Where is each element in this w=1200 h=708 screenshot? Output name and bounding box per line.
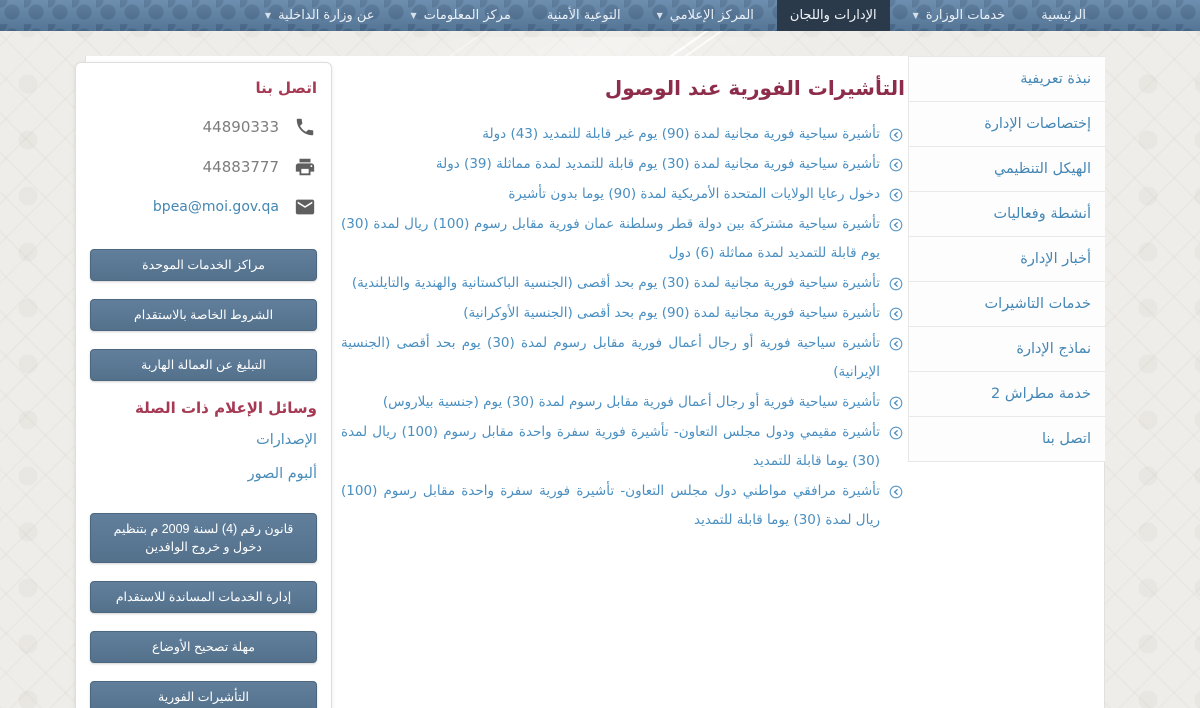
nav-item-departments-committees[interactable] (777, 0, 890, 31)
status-correction-grace-button[interactable]: مهلة تصحيح الأوضاع (90, 631, 317, 663)
visa-list-item[interactable] (341, 329, 905, 387)
unified-service-centers-button[interactable]: مراكز الخدمات الموحدة (90, 249, 317, 281)
spacer (90, 227, 317, 249)
visa-item-text: تأشيرة سياحية فورية مجانية لمدة (30) يوم قابلة للتمديد لمدة مماثلة (39) دولة (435, 156, 880, 172)
sidebar-item-label: أخبار الإدارة (1020, 251, 1091, 267)
media-links (90, 423, 317, 491)
fax-number: 44883777 (202, 158, 279, 176)
nav-item-label: المركز الإعلامي (669, 8, 754, 23)
nav-item-home[interactable] (1028, 0, 1099, 31)
visa-list-item[interactable] (341, 269, 905, 298)
main-content (335, 56, 907, 708)
visa-list-item[interactable] (341, 418, 905, 476)
sidebar-item-introduction[interactable] (909, 57, 1105, 102)
chevron-down-icon: ▼ (912, 10, 919, 20)
nav-item-label: خدمات الوزارة (925, 8, 1006, 23)
banner-glow (364, 37, 827, 56)
nav-item-label: مركز المعلومات (423, 8, 511, 23)
sidebar-item-label: خدمة مطراش 2 (991, 386, 1091, 402)
visa-item-text: تأشيرة سياحية فورية أو رجال أعمال فورية مقابل رسوم لمدة (30) يوم (جنسية بيلاروس) (382, 394, 880, 410)
department-side-menu (908, 56, 1105, 462)
report-absconding-workers-button[interactable]: التبليغ عن العمالة الهاربة (90, 349, 317, 381)
nav-item-ministry-services[interactable] (900, 0, 1019, 31)
sidebar-item-label: الهيكل التنظيمي (993, 161, 1091, 177)
nav-item-label: الإدارات واللجان (789, 8, 877, 23)
visa-list (335, 116, 907, 535)
chevron-down-icon: ▼ (264, 10, 272, 20)
visa-item-text: تأشيرة سياحية فورية مجانية لمدة (90) يوم غير قابلة للتمديد (43) دولة (482, 126, 880, 142)
circle-arrow-icon (889, 337, 903, 351)
sidebar-item-activities[interactable] (909, 192, 1105, 237)
sidebar-item-label: أنشطة وفعاليات (993, 206, 1091, 222)
circle-arrow-icon (889, 158, 903, 172)
visa-list-item[interactable] (341, 180, 905, 209)
circle-arrow-icon (889, 128, 903, 142)
circle-arrow-icon (889, 396, 903, 410)
circle-arrow-icon (889, 277, 903, 291)
contact-panel (75, 62, 332, 708)
visa-item-text: تأشيرة مقيمي ودول مجلس التعاون- تأشيرة فورية سفرة واحدة مقابل رسوم (100) ريال لمدة (30) يوما قابلة للتمديد (341, 424, 880, 469)
recruitment-support-services-button[interactable]: إدارة الخدمات المساندة للاستقدام (90, 581, 317, 613)
nav-item-label: الرئيسية (1041, 8, 1086, 23)
nav-item-label: عن وزارة الداخلية (278, 8, 375, 23)
circle-arrow-icon (889, 218, 903, 232)
sidebar-item-contact-us[interactable] (909, 417, 1105, 462)
nav-item-label: التوعية الأمنية (546, 8, 621, 23)
sidebar-item-label: نبذة تعريفية (1020, 71, 1091, 87)
visa-item-text: تأشيرة مرافقي مواطني دول مجلس التعاون- تأشيرة فورية سفرة واحدة مقابل رسوم (100) ريال لمدة (30) يوما قابلة للتمديد (341, 483, 880, 528)
related-media-header: وسائل الإعلام ذات الصلة (134, 399, 317, 417)
visa-list-item[interactable] (341, 210, 905, 268)
visa-list-item[interactable] (341, 120, 905, 149)
visa-item-text: تأشيرة سياحية فورية مجانية لمدة (90) يوم بحد أقصى (الجنسية الأوكرانية) (463, 305, 880, 321)
sidebar-item-forms[interactable] (909, 327, 1105, 372)
nav-item-media-center[interactable] (644, 0, 767, 31)
visa-list-item[interactable] (341, 299, 905, 328)
circle-arrow-icon (889, 485, 903, 499)
circle-arrow-icon (889, 426, 903, 440)
sidebar-item-label: اتصل بنا (1041, 431, 1091, 447)
phone-number: 44890333 (202, 118, 279, 136)
sidebar-item-visa-services[interactable] (909, 282, 1105, 327)
visa-item-text: تأشيرة سياحية فورية أو رجال أعمال فورية مقابل رسوم لمدة (30) يوم بحد أقصى (الجنسية الإيرانية) (341, 335, 880, 380)
phone-row (90, 107, 317, 147)
visa-item-text: دخول رعايا الولايات المتحدة الأمريكية لمدة (90) يوما بدون تأشيرة (508, 186, 880, 202)
nav-item-about-ministry[interactable] (252, 0, 388, 31)
visa-list-item[interactable] (341, 388, 905, 417)
sidebar-item-competencies[interactable] (909, 102, 1105, 147)
fax-row (90, 147, 317, 187)
law-4-2009-button[interactable]: قانون رقم (4) لسنة 2009 م بتنظيم دخول و خروج الوافدين (90, 513, 317, 563)
visa-list-item[interactable] (341, 477, 905, 535)
visa-list-item[interactable] (341, 150, 905, 179)
email-row (90, 187, 317, 227)
contact-header: اتصل بنا (255, 79, 317, 97)
visa-item-text: تأشيرة سياحية فورية مجانية لمدة (30) يوم بحد أقصى (الجنسية الباكستانية والهندية والتايلندية) (351, 275, 880, 291)
visa-item-text: تأشيرة سياحية مشتركة بين دولة قطر وسلطنة عمان فورية مقابل رسوم (100) ريال لمدة (30) يوم قابلة للتمديد لمدة مماثلة (6) دول (341, 216, 880, 261)
circle-arrow-icon (889, 307, 903, 321)
immediate-visas-button[interactable]: التأشيرات الفورية (90, 681, 317, 708)
page-title: التأشيرات الفورية عند الوصول (604, 76, 905, 100)
sidebar-item-metrash2[interactable] (909, 372, 1105, 417)
sidebar-item-news[interactable] (909, 237, 1105, 282)
sidebar-item-org-structure[interactable] (909, 147, 1105, 192)
email-link[interactable]: bpea@moi.gov.qa (152, 199, 279, 215)
sidebar-item-label: نماذج الإدارة (1016, 341, 1091, 357)
phone-icon (293, 116, 317, 138)
nav-item-information-center[interactable] (397, 0, 523, 31)
envelope-icon (293, 196, 317, 218)
publications-link[interactable]: الإصدارات (256, 432, 317, 448)
recruitment-conditions-button[interactable]: الشروط الخاصة بالاستقدام (90, 299, 317, 331)
circle-arrow-icon (889, 188, 903, 202)
top-navigation (0, 0, 1200, 31)
sidebar-item-label: إختصاصات الإدارة (984, 116, 1091, 132)
sidebar-item-label: خدمات التاشيرات (984, 296, 1091, 312)
fax-icon (293, 156, 317, 178)
nav-item-security-awareness[interactable] (534, 0, 634, 31)
photo-album-link[interactable]: ألبوم الصور (247, 466, 317, 482)
chevron-down-icon: ▼ (656, 10, 663, 20)
chevron-down-icon: ▼ (410, 10, 417, 20)
decorative-banner (85, 31, 1105, 56)
